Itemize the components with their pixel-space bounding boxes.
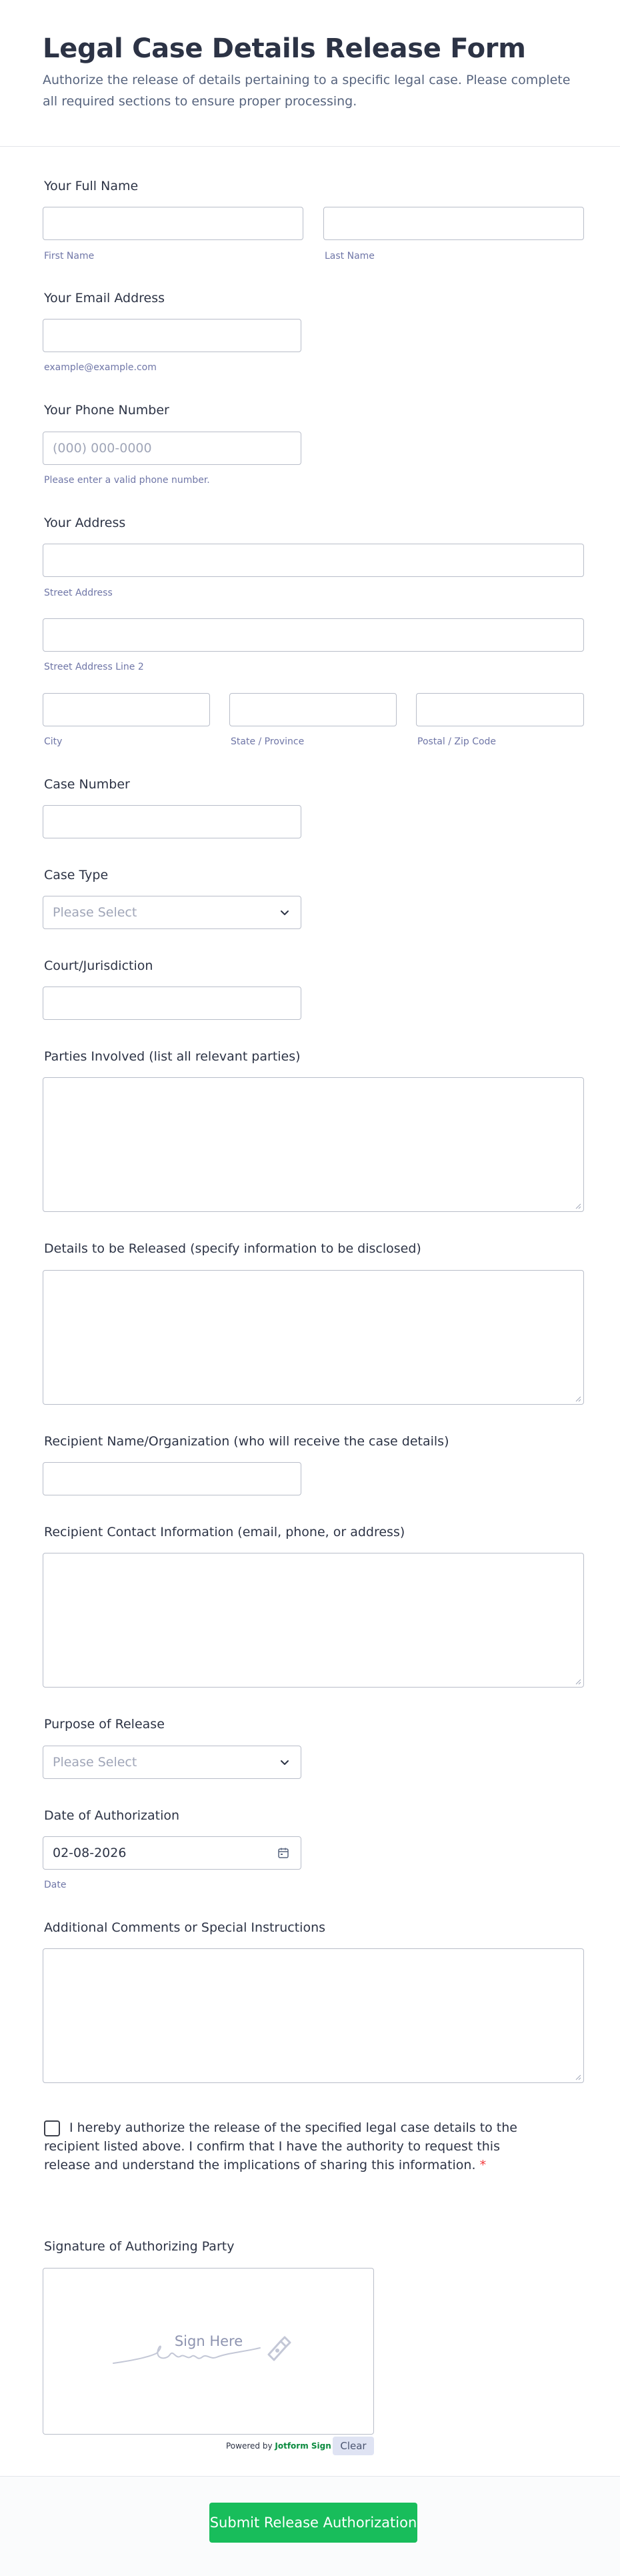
phone-placeholder: (000) 000-0000	[53, 441, 152, 456]
recipient-name-input[interactable]	[43, 1462, 301, 1495]
case-type-label: Case Type	[44, 868, 109, 882]
state-sublabel: State / Province	[231, 736, 305, 747]
street-address-sublabel: Street Address	[44, 588, 113, 598]
first-name-sublabel: First Name	[44, 251, 95, 261]
details-textarea[interactable]	[43, 1270, 584, 1405]
full-name-label: Your Full Name	[44, 179, 139, 193]
submit-button[interactable]: Submit Release Authorization	[209, 2503, 417, 2543]
signature-label: Signature of Authorizing Party	[44, 2239, 235, 2254]
form-header	[0, 0, 620, 147]
chevron-down-icon	[279, 1757, 290, 1768]
address-label: Your Address	[44, 516, 126, 530]
email-label: Your Email Address	[44, 291, 165, 305]
comments-label: Additional Comments or Special Instructions	[44, 1920, 326, 1935]
last-name-sublabel: Last Name	[325, 251, 375, 261]
case-type-select[interactable]	[43, 896, 301, 929]
purpose-select[interactable]	[43, 1746, 301, 1779]
resize-grip-icon[interactable]	[575, 1678, 581, 1685]
required-mark: *	[479, 2158, 487, 2172]
comments-textarea[interactable]	[43, 1948, 584, 2083]
city-input[interactable]	[43, 693, 210, 726]
recipient-name-label: Recipient Name/Organization (who will receive the case details)	[44, 1434, 449, 1449]
consent-text	[44, 2118, 524, 2174]
date-sublabel: Date	[44, 1880, 67, 1890]
state-input[interactable]	[229, 693, 397, 726]
date-input[interactable]	[43, 1836, 301, 1870]
purpose-placeholder: Please Select	[53, 1755, 137, 1770]
case-number-label: Case Number	[44, 777, 130, 792]
purpose-label: Purpose of Release	[44, 1717, 165, 1732]
clear-signature-button[interactable]: Clear	[333, 2437, 374, 2455]
resize-grip-icon[interactable]	[575, 1203, 581, 1209]
parties-label: Parties Involved (list all relevant parties)	[44, 1049, 301, 1064]
date-value: 02-08-2026	[53, 1846, 127, 1860]
form-title: Legal Case Details Release Form	[43, 33, 526, 64]
chevron-down-icon	[279, 907, 290, 918]
last-name-input[interactable]	[323, 207, 584, 240]
form-subtitle: Authorize the release of details pertaining to a specific legal case. Please complete all required sections to ensure proper processing.	[43, 73, 571, 109]
consent-label: I hereby authorize the release of the specified legal case details to the recipient listed above. I confirm that I have the authority to request this release and understand the implications of sharing this information.	[44, 2120, 517, 2172]
calendar-icon[interactable]	[277, 1846, 290, 1860]
phone-label: Your Phone Number	[44, 403, 169, 418]
case-number-input[interactable]	[43, 805, 301, 838]
first-name-input[interactable]	[43, 207, 303, 240]
court-label: Court/Jurisdiction	[44, 958, 153, 973]
recipient-contact-label: Recipient Contact Information (email, phone, or address)	[44, 1525, 405, 1539]
phone-sublabel: Please enter a valid phone number.	[44, 475, 210, 486]
city-sublabel: City	[44, 736, 63, 747]
powered-by-prefix: Powered by	[226, 2441, 273, 2451]
resize-grip-icon[interactable]	[575, 2074, 581, 2080]
street-address-line2-sublabel: Street Address Line 2	[44, 662, 144, 672]
powered-by-brand: Jotform Sign	[275, 2441, 331, 2451]
resize-grip-icon[interactable]	[575, 1395, 581, 1402]
powered-by	[226, 2441, 331, 2451]
email-sublabel: example@example.com	[44, 362, 157, 373]
court-input[interactable]	[43, 987, 301, 1020]
email-input[interactable]	[43, 319, 301, 352]
street-address-line2-input[interactable]	[43, 618, 584, 652]
recipient-contact-textarea[interactable]	[43, 1553, 584, 1688]
parties-textarea[interactable]	[43, 1077, 584, 1212]
phone-input[interactable]	[43, 432, 301, 465]
zip-input[interactable]	[416, 693, 584, 726]
details-label: Details to be Released (specify information to be disclosed)	[44, 1241, 421, 1256]
sign-here-placeholder: Sign Here	[174, 2333, 243, 2349]
street-address-input[interactable]	[43, 544, 584, 577]
zip-sublabel: Postal / Zip Code	[417, 736, 497, 747]
case-type-placeholder: Please Select	[53, 905, 137, 920]
date-label: Date of Authorization	[44, 1808, 180, 1823]
